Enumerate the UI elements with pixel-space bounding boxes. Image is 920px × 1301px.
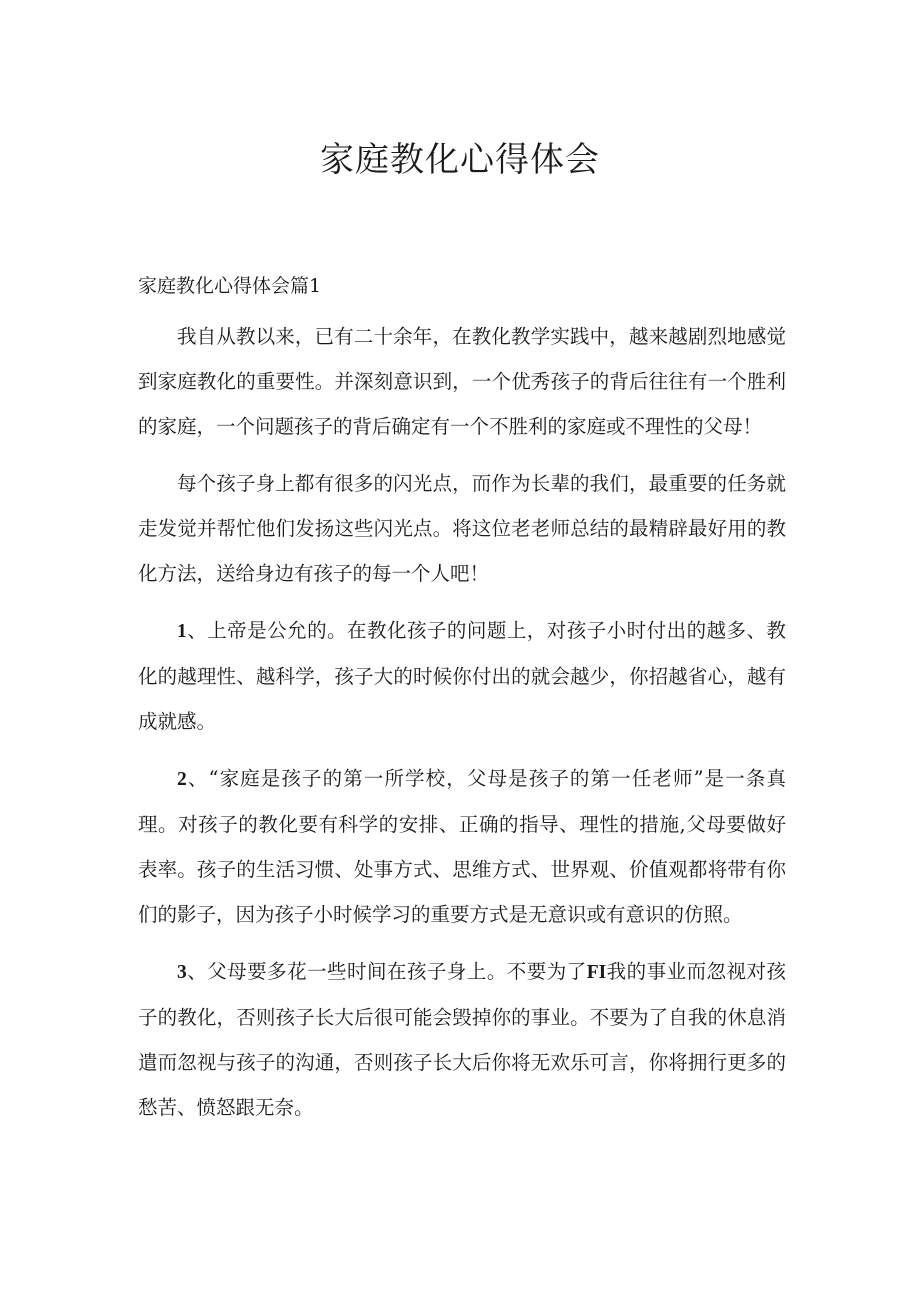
document-title: 家庭教化心得体会: [320, 140, 600, 180]
item-number: 1: [177, 621, 187, 642]
item-number: 2: [177, 769, 187, 790]
numbered-item-1: [138, 608, 786, 744]
item-text-before: 父母要多花一些时间在孩子身上。不要为了: [207, 960, 587, 983]
paragraph-intro: 我自从教以来，已有二十余年，在教化教学实践中，越来越剧烈地感觉到家庭教化的重要性。并深刻意识到，一个优秀孩子的背后往往有一个胜利的家庭，一个问题孩子的背后确定有一个不胜利的家庭或不理性的父母！: [138, 325, 786, 438]
paragraph-highlights: 每个孩子身上都有很多的闪光点，而作为长辈的我们，最重要的任务就走发觉并帮忙他们发扬这些闪光点。将这位老老师总结的最精辟最好用的教化方法，送给身边有孩子的每一个人吧！: [138, 472, 786, 585]
item-bold-fragment: FI: [586, 962, 607, 983]
item-text-after: 我的事业而忽视对孩子的教化，否则孩子长大后很可能会毁掉你的事业。不要为了自我的休息消遣而忽视与孩子的沟通，否则孩子长大后你将无欢乐可言，你将拥行更多的愁苦、愤怒跟无奈。: [138, 960, 786, 1119]
item-separator: 、: [186, 960, 208, 983]
numbered-item-2: [138, 756, 786, 937]
numbered-item-3: [138, 949, 786, 1130]
item-text: “家庭是孩子的第一所学校，父母是孩子的第一任老师”是一条真理。对孩子的教化要有科学的安排、正确的指导、理性的措施,父母要做好表率。孩子的生活习惯、处事方式、思维方式、世界观、价值观都将带有你们的影子，因为孩子小时候学习的重要方式是无意识或有意识的仿照。: [138, 767, 786, 926]
section-heading-text: 家庭教化心得体会篇1: [138, 275, 322, 297]
item-separator: 、: [186, 619, 208, 642]
section-heading: [138, 268, 786, 304]
item-separator: 、: [186, 767, 209, 790]
document-body: [138, 268, 786, 1142]
item-number: 3: [177, 962, 187, 983]
item-text: 上帝是公允的。在教化孩子的问题上，对孩子小时付出的越多、教化的越理性、越科学，孩子大的时候你付出的就会越少，你招越省心，越有成就感。: [138, 619, 786, 733]
